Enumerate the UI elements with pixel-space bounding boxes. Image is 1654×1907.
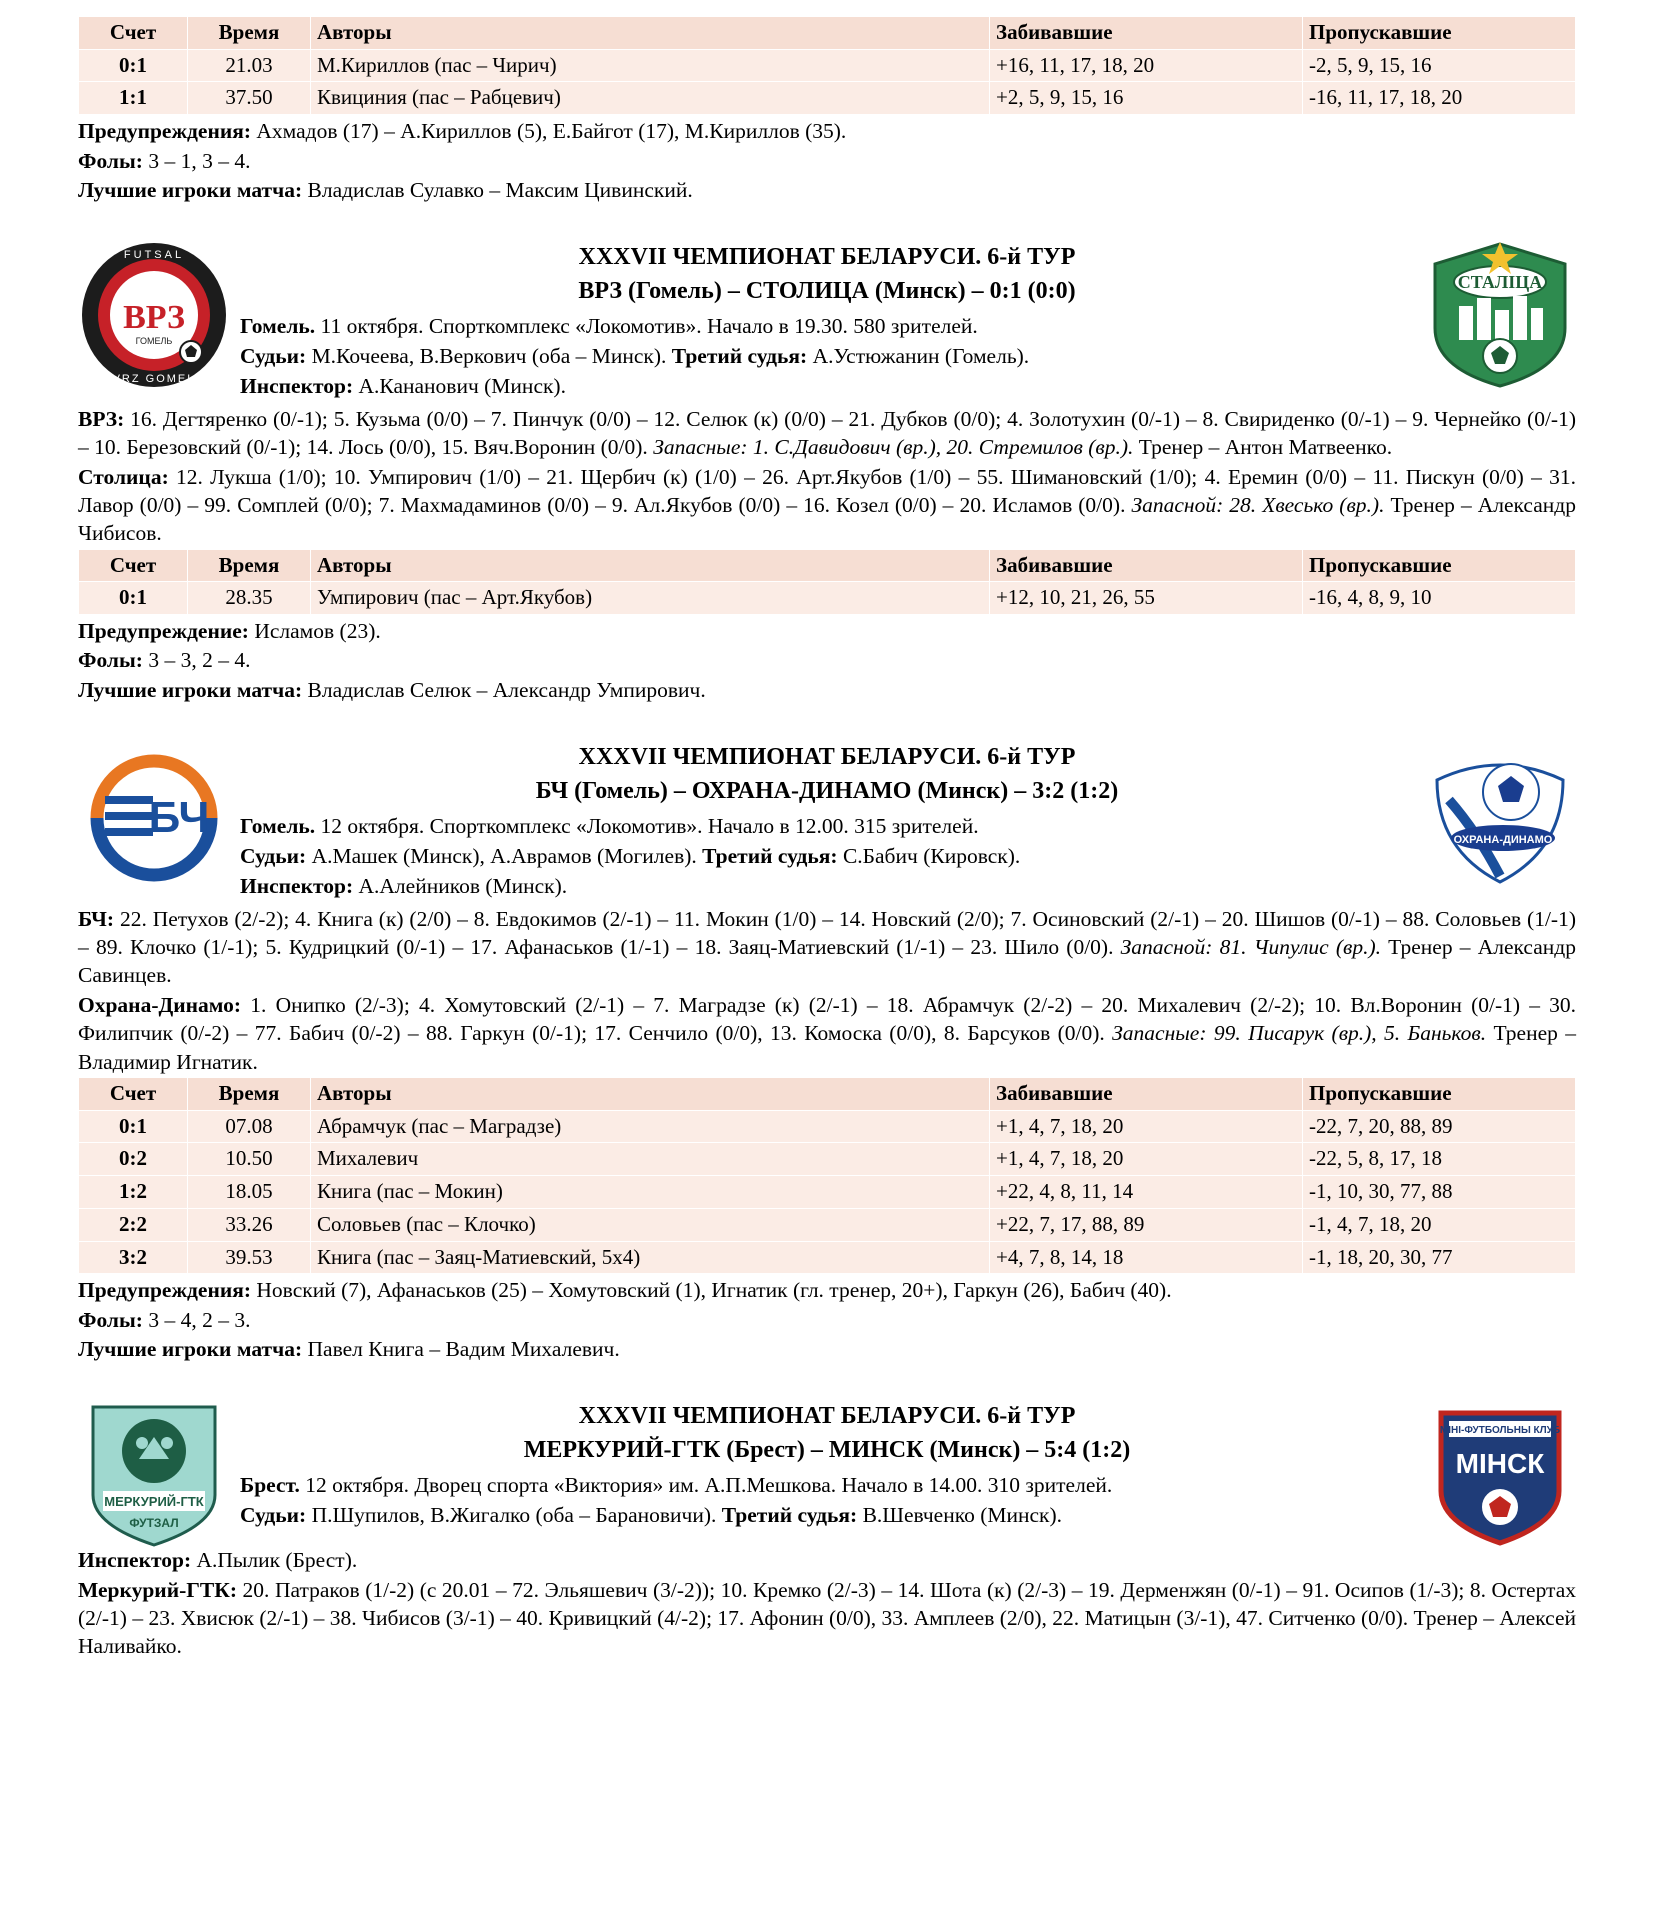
- team-roster-line: [78, 463, 1576, 548]
- championship-title: XXXVII ЧЕМПИОНАТ БЕЛАРУСИ. 6-й ТУР: [578, 244, 1076, 271]
- cell-score: 1:2: [79, 1176, 188, 1209]
- fouls-line: [78, 646, 1576, 674]
- cell-time: 21.03: [188, 49, 311, 82]
- fouls-text: 3 – 1, 3 – 4.: [142, 148, 251, 173]
- warnings-label: Предупреждения:: [78, 119, 252, 144]
- table-row: [79, 1110, 1576, 1143]
- cell-plus: +1, 4, 7, 18, 20: [990, 1110, 1303, 1143]
- cell-plus: +22, 7, 17, 88, 89: [990, 1208, 1303, 1241]
- table-header-row: [79, 549, 1576, 582]
- venue-city: Гомель.: [240, 813, 316, 838]
- best-players-text: Владислав Селюк – Александр Умпирович.: [302, 677, 706, 702]
- championship-title: XXXVII ЧЕМПИОНАТ БЕЛАРУСИ. 6-й ТУР: [578, 744, 1076, 771]
- venue-text: 11 октября. Спорткомплекс «Локомотив». Начало в 19.30. 580 зрителей.: [315, 313, 978, 338]
- cell-time: 07.08: [188, 1110, 311, 1143]
- third-referee-label: Третий судья:: [671, 344, 808, 368]
- referees-text: М.Кочеева, В.Веркович (оба – Минск).: [306, 344, 672, 368]
- cell-minus: -22, 7, 20, 88, 89: [1303, 1110, 1576, 1143]
- cell-time: 28.35: [188, 582, 311, 615]
- best-players-label: Лучшие игроки матча:: [78, 677, 303, 702]
- referees-text: П.Шупилов, В.Жигалко (оба – Барановичи).: [306, 1503, 722, 1528]
- referees-line: [240, 842, 1414, 870]
- team-name-label: Меркурий-ГТК:: [78, 1577, 238, 1602]
- column-header-scorers-on-court: Забивавшие: [990, 1077, 1303, 1110]
- table-row: [79, 49, 1576, 82]
- best-players-text: Павел Книга – Вадим Михалевич.: [302, 1336, 620, 1361]
- column-header-conceders-on-court: Пропускавшие: [1303, 17, 1576, 50]
- merkuriy-gtk-crest-icon: [79, 1399, 229, 1549]
- column-header-score: Счет: [79, 1077, 188, 1110]
- cell-author: Абрамчук (пас – Маградзе): [311, 1110, 990, 1143]
- team-roster-line: [78, 991, 1576, 1076]
- warnings-line: [78, 1276, 1576, 1304]
- team-roster-text: 22. Петухов (2/-2); 4. Книга (к) (2/0) – 8. Евдокимов (2/-1) – 11. Мокин (1/0) – 14. Новский (2/0); 7. Осиновский (2/-1) – 20. Шишов (0/-1) – 88. Соловьев (1/-1) – 89. Клочко (1/-1); 5. Кудрицкий (0/-1) – 17. Афанаськов (1/-1) – 18. Заяц-Матиевский (1/-1) – 23. Шило (0/0).: [78, 906, 1576, 960]
- inspector-label: Инспектор:: [240, 374, 354, 399]
- cell-author: Умпирович (пас – Арт.Якубов): [311, 582, 990, 615]
- cell-score: 1:1: [79, 82, 188, 115]
- table-row: [79, 1241, 1576, 1274]
- cell-plus: +12, 10, 21, 26, 55: [990, 582, 1303, 615]
- merkuriy-gtk-crest: [78, 1393, 230, 1545]
- cell-plus: +22, 4, 8, 11, 14: [990, 1176, 1303, 1209]
- venue-text: 12 октября. Спорткомплекс «Локомотив». Начало в 12.00. 315 зрителей.: [315, 813, 979, 838]
- svg-text:ВРЗ: ВРЗ: [123, 299, 185, 337]
- svg-text:ФУТЗАЛ: ФУТЗАЛ: [129, 1516, 179, 1531]
- bch-gomel-crest-icon: [79, 740, 229, 890]
- match-title: МЕРКУРИЙ-ГТК (Брест) – МИНСК (Минск) – 5:4 (1:2): [523, 1437, 1131, 1464]
- team-roster-line: [78, 405, 1576, 462]
- venue-line: [240, 1471, 1414, 1499]
- column-header-scorers-on-court: Забивавшие: [990, 17, 1303, 50]
- referees-label: Судьи:: [240, 843, 307, 868]
- column-header-scorers-on-court: Забивавшие: [990, 549, 1303, 582]
- team-name-label: ВРЗ:: [78, 406, 125, 431]
- table-row: [79, 582, 1576, 615]
- third-referee-label: Третий судья:: [702, 843, 838, 868]
- match-title: ВРЗ (Гомель) – СТОЛИЦА (Минск) – 0:1 (0:0): [578, 277, 1076, 304]
- cell-author: Книга (пас – Мокин): [311, 1176, 990, 1209]
- team-roster-line: [78, 905, 1576, 990]
- svg-text:МІНІ-ФУТБОЛЬНЫ КЛУБ: МІНІ-ФУТБОЛЬНЫ КЛУБ: [1439, 1425, 1561, 1437]
- team-roster-text: 16. Дегтяренко (0/-1); 5. Кузьма (0/0) – 7. Пинчук (0/0) – 12. Селюк (к) (0/0) – 21. Дубков (0/0); 4. Золотухин (0/-1) – 8. Свириденко (0/-1) – 9. Чернейко (0/-1) – 10. Березовский (0/-1); 14. Лось (0/0), 15. Вяч.Воронин (0/0).: [78, 406, 1576, 460]
- best-players-text: Владислав Сулавко – Максим Цивинский.: [302, 177, 693, 202]
- cell-author: Книга (пас – Заяц-Матиевский, 5х4): [311, 1241, 990, 1274]
- match-header: [78, 234, 1576, 402]
- vrz-gomel-crest: [78, 234, 230, 386]
- best-players-line: [78, 176, 1576, 204]
- team-substitutes-text: Запасной: 28. Хвесько (вр.).: [1125, 492, 1385, 517]
- team-substitutes-text: Запасные: 1. С.Давидович (вр.), 20. Стремилов (вр.).: [647, 435, 1134, 460]
- cell-score: 3:2: [79, 1241, 188, 1274]
- referees-text: А.Машек (Минск), А.Аврамов (Могилев).: [306, 843, 703, 868]
- match-summary-previous: [78, 16, 1576, 204]
- warnings-text: Ахмадов (17) – А.Кириллов (5), Е.Байгот (17), М.Кириллов (35).: [251, 119, 847, 144]
- cell-minus: -22, 5, 8, 17, 18: [1303, 1143, 1576, 1176]
- stolica-minsk-crest: [1424, 234, 1576, 386]
- cell-score: 0:2: [79, 1143, 188, 1176]
- warnings-line: [78, 117, 1576, 145]
- stolica-minsk-crest-icon: [1425, 240, 1575, 390]
- team-substitutes-text: Запасной: 81. Чипулис (вр.).: [1113, 935, 1381, 960]
- team-coach-text: Тренер – Антон Матвеенко.: [1133, 435, 1393, 460]
- championship-title: XXXVII ЧЕМПИОНАТ БЕЛАРУСИ. 6-й ТУР: [578, 1403, 1076, 1430]
- warnings-text: Новский (7), Афанаськов (25) – Хомутовский (1), Игнатик (гл. тренер, 20+), Гаркун (26), Бабич (40).: [251, 1278, 1172, 1303]
- fouls-line: [78, 1306, 1576, 1334]
- column-header-conceders-on-court: Пропускавшие: [1303, 549, 1576, 582]
- match-header-text: [240, 734, 1414, 902]
- fouls-label: Фолы:: [78, 1307, 143, 1332]
- match-title: БЧ (Гомель) – ОХРАНА-ДИНАМО (Минск) – 3:2 (1:2): [535, 777, 1119, 804]
- inspector-label: Инспектор:: [240, 874, 354, 899]
- svg-text:ОХРАНА-ДИНАМО: ОХРАНА-ДИНАМО: [1453, 834, 1553, 847]
- third-referee-label: Третий судья:: [721, 1503, 858, 1528]
- team-roster-line: [78, 1576, 1576, 1661]
- ohrana-dinamo-crest-icon: [1425, 740, 1575, 890]
- venue-line: [240, 312, 1414, 340]
- cell-minus: -2, 5, 9, 15, 16: [1303, 49, 1576, 82]
- fouls-text: 3 – 4, 2 – 3.: [142, 1307, 251, 1332]
- cell-score: 0:1: [79, 49, 188, 82]
- referees-label: Судьи:: [240, 344, 307, 368]
- inspector-line: [240, 872, 1414, 900]
- cell-minus: -16, 4, 8, 9, 10: [1303, 582, 1576, 615]
- minsk-crest: [1424, 1393, 1576, 1545]
- warnings-label: Предупреждение:: [78, 619, 249, 644]
- cell-minus: -1, 4, 7, 18, 20: [1303, 1208, 1576, 1241]
- table-row: [79, 1143, 1576, 1176]
- match-header-text: [240, 234, 1414, 402]
- table-header-row: [79, 1077, 1576, 1110]
- team-coach-text: Тренер – Александр Савинцев.: [78, 935, 1576, 988]
- column-header-score: Счет: [79, 549, 188, 582]
- team-name-label: БЧ:: [78, 906, 115, 931]
- venue-city: Гомель.: [240, 313, 316, 338]
- inspector-text: А.Алейников (Минск).: [353, 874, 568, 899]
- match-header: [78, 734, 1576, 902]
- ohrana-dinamo-crest: [1424, 734, 1576, 886]
- rosters: [78, 405, 1576, 548]
- team-name-label: Охрана-Динамо:: [78, 992, 242, 1017]
- inspector-line: [240, 372, 1414, 400]
- cell-plus: +4, 7, 8, 14, 18: [990, 1241, 1303, 1274]
- team-roster-text: 20. Патраков (1/-2) (с 20.01 – 72. Эльяшевич (3/-2)); 10. Кремко (2/-3) – 14. Шота (к) (2/-3) – 19. Дерменжян (0/-1) – 91. Осипов (1/-3); 8. Остертах (2/-1) – 23. Хвисюк (2/-1) – 38. Чибисов (3/-1) – 40. Кривицкий (4/-2); 17. Афонин (0/0), 33. Амплеев (2/0), 22. Матицын (3/-1), 47. Ситченко (0/0). Тренер – Алексей Наливайко.: [78, 1577, 1576, 1659]
- team-substitutes-text: Запасные: 99. Писарук (вр.), 5. Баньков.: [1104, 1021, 1487, 1046]
- svg-text:СТАЛIЦА: СТАЛIЦА: [1457, 272, 1543, 293]
- rosters: [78, 905, 1576, 1076]
- score-table: [78, 1077, 1576, 1274]
- referees-label: Судьи:: [240, 1503, 307, 1528]
- table-row: [79, 82, 1576, 115]
- match-report-bch-ohrana-dinamo: [78, 734, 1576, 1363]
- match-header-text: [240, 1393, 1414, 1531]
- column-header-time: Время: [188, 17, 311, 50]
- inspector-text: А.Кананович (Минск).: [353, 374, 566, 399]
- svg-text:FUTSAL: FUTSAL: [123, 249, 185, 262]
- inspector-line: [78, 1546, 1576, 1574]
- fouls-text: 3 – 3, 2 – 4.: [142, 648, 251, 673]
- column-header-authors: Авторы: [311, 17, 990, 50]
- fouls-label: Фолы:: [78, 148, 143, 173]
- minsk-crest-icon: [1425, 1399, 1575, 1549]
- cell-plus: +1, 4, 7, 18, 20: [990, 1143, 1303, 1176]
- cell-score: 0:1: [79, 582, 188, 615]
- svg-text:БЧ: БЧ: [148, 793, 210, 843]
- cell-minus: -1, 10, 30, 77, 88: [1303, 1176, 1576, 1209]
- team-coach-text: Тренер – Александр Чибисов.: [78, 492, 1576, 546]
- warnings-text: Исламов (23).: [248, 619, 381, 644]
- inspector-text: А.Пылик (Брест).: [191, 1548, 358, 1573]
- svg-text:VRZ GOMEL: VRZ GOMEL: [112, 373, 196, 386]
- cell-author: Соловьев (пас – Клочко): [311, 1208, 990, 1241]
- cell-author: М.Кириллов (пас – Чирич): [311, 49, 990, 82]
- third-referee-text: А.Устюжанин (Гомель).: [807, 344, 1030, 368]
- match-report-merkuriy-minsk: [78, 1393, 1576, 1661]
- cell-plus: +16, 11, 17, 18, 20: [990, 49, 1303, 82]
- cell-time: 33.26: [188, 1208, 311, 1241]
- venue-line: [240, 812, 1414, 840]
- cell-time: 10.50: [188, 1143, 311, 1176]
- cell-author: Квициния (пас – Рабцевич): [311, 82, 990, 115]
- warnings-label: Предупреждения:: [78, 1278, 252, 1303]
- team-coach-text: Тренер – Владимир Игнатик.: [78, 1021, 1577, 1074]
- team-roster-text: 1. Онипко (2/-3); 4. Хомутовский (2/-1) – 7. Маградзе (к) (2/-1) – 18. Абрамчук (2/-2) – 20. Михалевич (2/-2); 10. Вл.Воронин (0/-1) – 30. Филипчик (0/-2) – 77. Бабич (0/-2) – 88. Гаркун (0/-1); 17. Сенчило (0/0), 13. Комоска (0/0), 8. Барсуков (0/0).: [78, 992, 1576, 1046]
- best-players-label: Лучшие игроки матча:: [78, 1336, 303, 1361]
- team-roster-text: 12. Лукша (1/0); 10. Умпирович (1/0) – 21. Щербич (к) (1/0) – 26. Арт.Якубов (1/0) – 55. Шимановский (1/0); 4. Еремин (0/0) – 11. Пискун (0/0) – 31. Лавор (0/0) – 99. Сомплей (0/0); 7. Махмадаминов (0/0) – 9. Ал.Якубов (0/0) – 16. Козел (0/0) – 20. Исламов (0/0).: [78, 464, 1576, 517]
- third-referee-text: В.Шевченко (Минск).: [857, 1503, 1063, 1528]
- team-name-label: Столица:: [78, 464, 169, 489]
- svg-text:ГОМЕЛЬ: ГОМЕЛЬ: [135, 336, 173, 347]
- column-header-score: Счет: [79, 17, 188, 50]
- cell-score: 2:2: [79, 1208, 188, 1241]
- table-header-row: [79, 17, 1576, 50]
- bch-gomel-crest: [78, 734, 230, 886]
- cell-minus: -1, 18, 20, 30, 77: [1303, 1241, 1576, 1274]
- match-header: [78, 1393, 1576, 1545]
- cell-plus: +2, 5, 9, 15, 16: [990, 82, 1303, 115]
- table-row: [79, 1208, 1576, 1241]
- referees-line: [240, 342, 1414, 370]
- column-header-time: Время: [188, 549, 311, 582]
- referees-line: [240, 1501, 1414, 1529]
- table-row: [79, 1176, 1576, 1209]
- cell-time: 18.05: [188, 1176, 311, 1209]
- column-header-time: Время: [188, 1077, 311, 1110]
- inspector-label: Инспектор:: [78, 1548, 192, 1573]
- venue-city: Брест.: [240, 1472, 300, 1497]
- column-header-conceders-on-court: Пропускавшие: [1303, 1077, 1576, 1110]
- svg-text:МЕРКУРИЙ-ГТК: МЕРКУРИЙ-ГТК: [104, 1494, 204, 1510]
- vrz-gomel-crest-icon: [79, 240, 229, 390]
- fouls-line: [78, 147, 1576, 175]
- cell-author: Михалевич: [311, 1143, 990, 1176]
- score-table: [78, 549, 1576, 615]
- cell-time: 37.50: [188, 82, 311, 115]
- score-table: [78, 16, 1576, 115]
- column-header-authors: Авторы: [311, 549, 990, 582]
- venue-text: 12 октября. Дворец спорта «Виктория» им. А.П.Мешкова. Начало в 14.00. 310 зрителей.: [299, 1472, 1113, 1497]
- match-report-vrz-stolica: [78, 234, 1576, 704]
- best-players-line: [78, 1335, 1576, 1363]
- cell-minus: -16, 11, 17, 18, 20: [1303, 82, 1576, 115]
- svg-text:МІНСК: МІНСК: [1455, 1448, 1545, 1480]
- fouls-label: Фолы:: [78, 648, 143, 673]
- cell-score: 0:1: [79, 1110, 188, 1143]
- best-players-line: [78, 676, 1576, 704]
- best-players-label: Лучшие игроки матча:: [78, 177, 303, 202]
- third-referee-text: С.Бабич (Кировск).: [837, 843, 1021, 868]
- warnings-line: [78, 617, 1576, 645]
- cell-time: 39.53: [188, 1241, 311, 1274]
- column-header-authors: Авторы: [311, 1077, 990, 1110]
